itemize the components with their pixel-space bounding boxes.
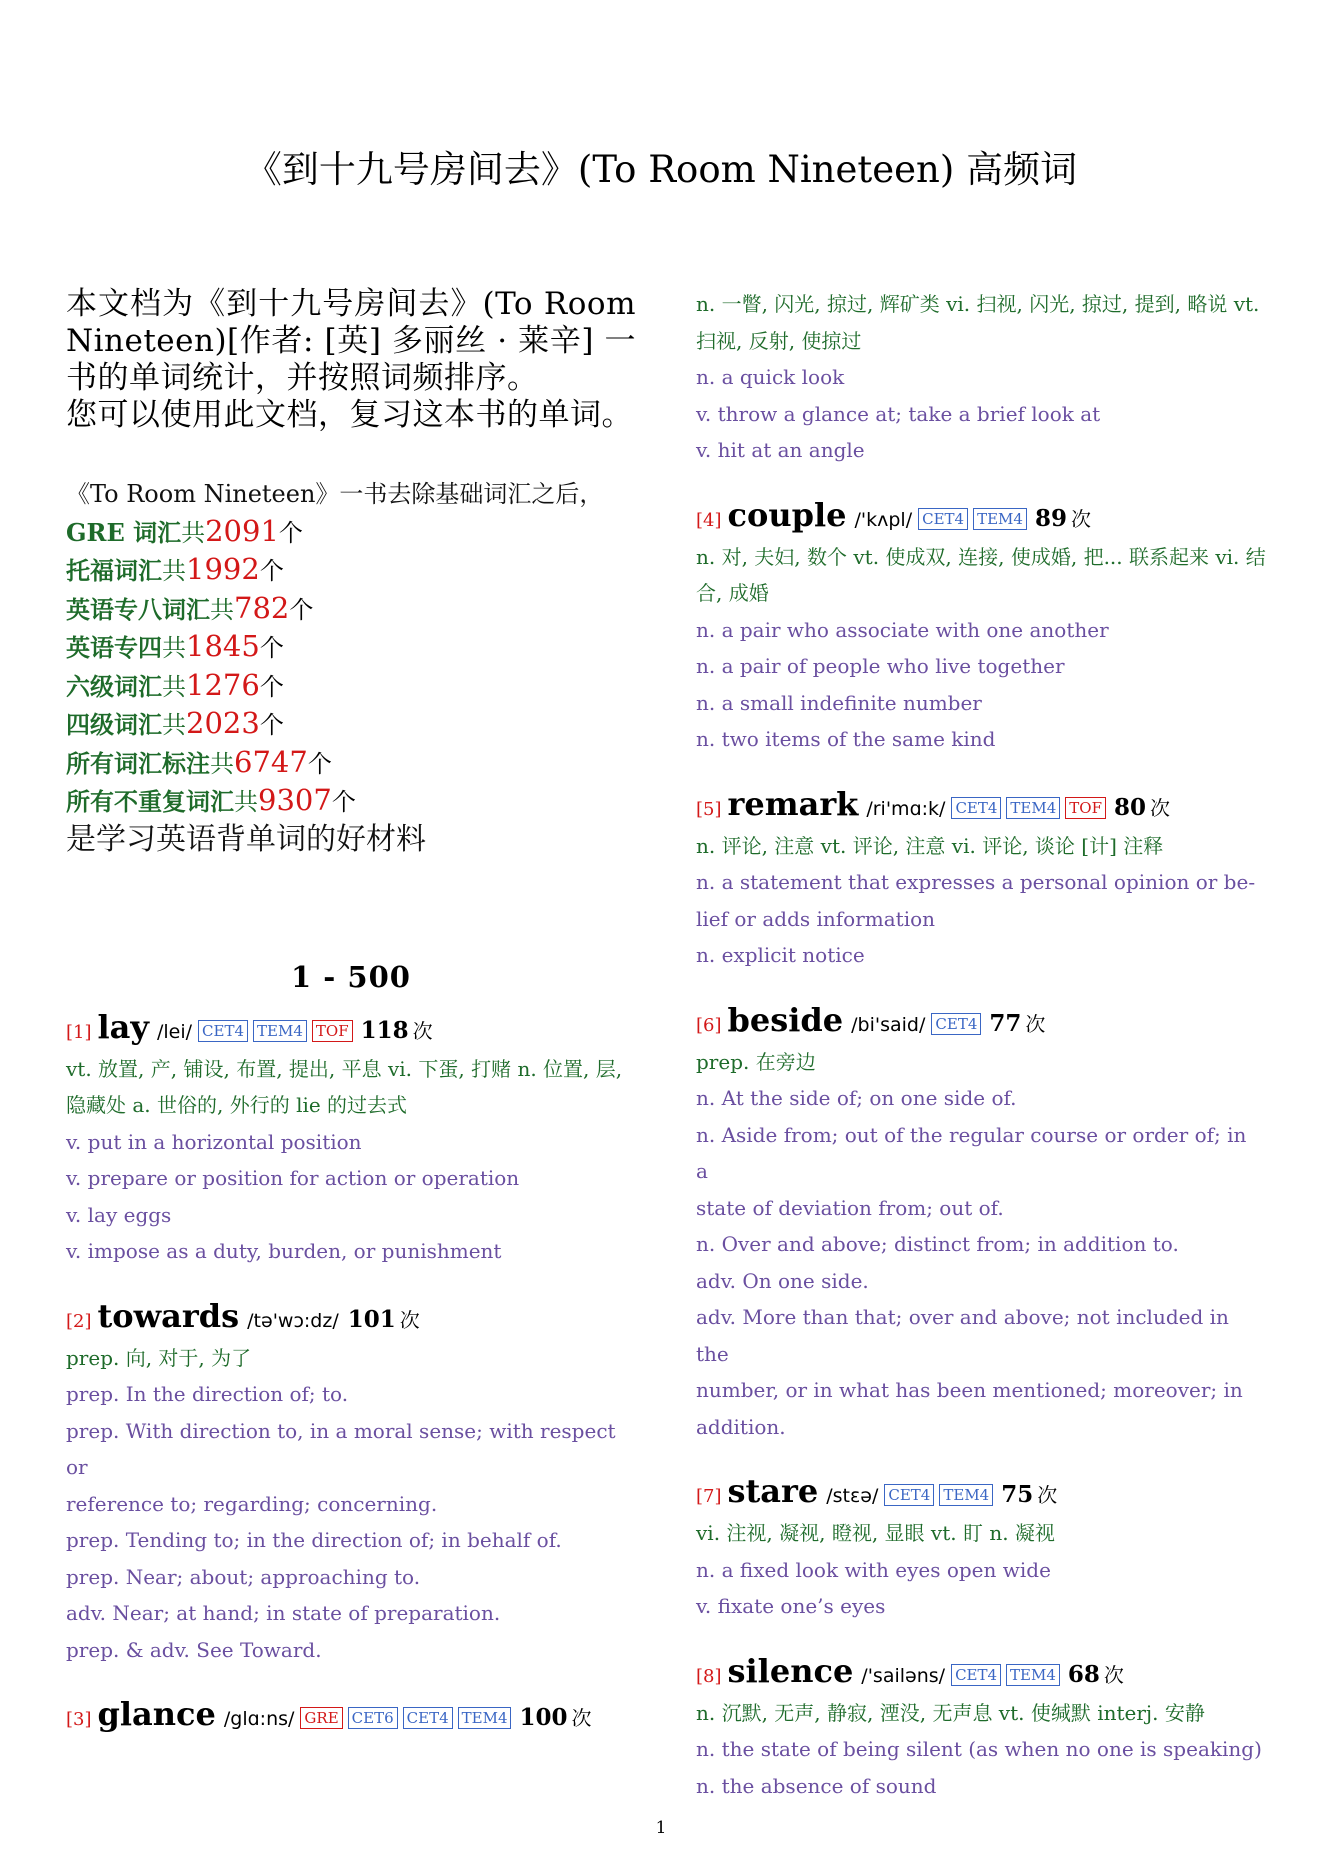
chinese-definition: vt. 放置, 产, 铺设, 布置, 提出, 平息 vi. 下蛋, 打赌 n. 位置, 层, 隐藏处 a. 世俗的, 外行的 lie 的过去式 <box>66 1056 623 1117</box>
word-entry <box>696 996 1268 1446</box>
entry-index: [3] <box>66 1709 92 1730</box>
word-entry <box>696 780 1268 974</box>
english-definition: n. a statement that expresses a personal opinion or be- <box>696 870 1256 894</box>
entry-phonetic: /'sailəns/ <box>861 1664 946 1687</box>
entry-times-unit: 次 <box>412 1018 433 1043</box>
entry-times-unit: 次 <box>399 1307 420 1332</box>
entry-times-unit: 次 <box>1103 1662 1124 1687</box>
intro-line-1: 本文档为《到十九号房间去》(To Room Nineteen)[作者: [英] 多丽丝 · 莱辛] 一书的单词统计，并按照词频排序。 <box>66 286 636 396</box>
english-definition: number, or in what has been mentioned; moreover; in <box>696 1378 1243 1402</box>
exam-tag-cet4: CET4 <box>918 508 968 530</box>
entry-index: [5] <box>696 798 722 820</box>
entry-word: couple <box>727 495 847 534</box>
left-column <box>66 286 636 1760</box>
stat-count: 782 <box>234 590 290 625</box>
entry-phonetic: /tə'wɔ:dz/ <box>247 1309 339 1332</box>
entry-word: silence <box>727 1651 854 1690</box>
entry-frequency: 77 <box>989 1009 1022 1037</box>
entry-word: lay <box>97 1007 149 1046</box>
exam-tag-cet4: CET4 <box>931 1013 981 1035</box>
entry-frequency: 101 <box>347 1305 396 1333</box>
stat-unit: 个 <box>307 749 332 778</box>
stat-category: 托福词汇 <box>66 556 162 585</box>
stat-row <box>66 705 636 744</box>
stat-gong: 共 <box>210 749 234 778</box>
stat-row <box>66 628 636 667</box>
entry-frequency: 100 <box>519 1704 568 1731</box>
stat-unit: 个 <box>259 711 284 739</box>
word-entry <box>696 491 1268 758</box>
exam-tag-gre: GRE <box>300 1707 342 1729</box>
entry-frequency: 75 <box>1001 1481 1034 1508</box>
chinese-definition: n. 评论, 注意 vt. 评论, 注意 vi. 评论, 谈论 [计] 注释 <box>696 833 1164 858</box>
stat-row <box>66 590 636 629</box>
chinese-definition: vi. 注视, 凝视, 瞪视, 显眼 vt. 盯 n. 凝视 <box>696 1521 1055 1545</box>
english-definition: state of deviation from; out of. <box>696 1195 1004 1220</box>
entry-index: [8] <box>696 1665 722 1687</box>
exam-tag-cet4: CET4 <box>951 797 1001 819</box>
english-definition: n. Over and above; distinct from; in addition to. <box>696 1232 1179 1256</box>
entry-phonetic: /ri'mɑ:k/ <box>866 797 946 820</box>
stat-unit: 个 <box>278 518 303 547</box>
exam-tag-tem4: TEM4 <box>253 1020 307 1042</box>
left-entries <box>66 1003 636 1739</box>
stat-category: 英语专八词汇 <box>66 594 210 624</box>
stat-unit: 个 <box>289 595 314 624</box>
entry-phonetic: /glɑ:ns/ <box>223 1708 295 1730</box>
stat-row <box>66 744 636 783</box>
entry-word: beside <box>727 1000 844 1039</box>
entry-phonetic: /bi'said/ <box>851 1013 926 1036</box>
stats-list <box>66 513 636 821</box>
stat-unit: 个 <box>259 634 284 662</box>
english-definition: the <box>696 1341 729 1366</box>
stat-count: 2023 <box>186 706 260 740</box>
exam-tag-cet6: CET6 <box>348 1707 398 1729</box>
english-definition: n. the state of being silent (as when no one is speaking) <box>696 1737 1262 1761</box>
stat-row <box>66 513 636 552</box>
word-entry <box>696 1467 1268 1625</box>
english-definition: v. hit at an angle <box>696 438 865 462</box>
entry-times-unit: 次 <box>1037 1483 1058 1507</box>
english-definition: v. put in a horizontal position <box>66 1129 362 1154</box>
entry-word: stare <box>727 1472 819 1510</box>
english-definition: v. throw a glance at; take a brief look at <box>696 401 1101 426</box>
exam-tag-tem4: TEM4 <box>1006 797 1060 819</box>
english-definition: n. the absence of sound <box>696 1773 937 1798</box>
exam-tag-cet4: CET4 <box>403 1707 453 1729</box>
stat-count: 1845 <box>186 629 260 663</box>
stat-unit: 个 <box>259 672 284 701</box>
entry-word: glance <box>97 1695 216 1733</box>
english-definition: prep. In the direction of; to. <box>66 1382 349 1406</box>
entry-headline <box>66 1292 636 1340</box>
stat-gong: 共 <box>162 557 186 585</box>
stat-category: 所有不重复词汇 <box>66 787 234 816</box>
stat-row <box>66 782 636 821</box>
english-definition: v. prepare or position for action or operation <box>66 1166 520 1190</box>
english-definition: prep. & adv. See Toward. <box>66 1637 322 1662</box>
entry-times-unit: 次 <box>571 1706 592 1730</box>
stat-category: GRE 词汇 <box>66 517 182 547</box>
stats-closing: 是学习英语背单词的好材料 <box>66 821 426 857</box>
english-definition: a <box>696 1159 708 1183</box>
entry-times-unit: 次 <box>1070 506 1091 531</box>
entry-phonetic: /stɛə/ <box>826 1485 879 1507</box>
english-definition: v. impose as a duty, burden, or punishment <box>66 1239 502 1263</box>
exam-tag-cet4: CET4 <box>951 1664 1001 1686</box>
intro-paragraph <box>66 286 636 434</box>
vocab-stats <box>66 476 636 859</box>
entry-index: [4] <box>696 509 722 531</box>
word-entry <box>66 1003 636 1270</box>
intro-line-2: 您可以使用此文档，复习这本书的单词。 <box>66 397 633 433</box>
entry-phonetic: /'kʌpl/ <box>854 508 913 531</box>
english-definition: n. a pair who associate with one another <box>696 617 1109 642</box>
stat-unit: 个 <box>331 788 356 816</box>
exam-tag-tof: TOF <box>1065 797 1106 819</box>
stat-gong: 共 <box>162 672 186 701</box>
entry-times-unit: 次 <box>1150 795 1171 820</box>
entry-index: [7] <box>696 1486 722 1507</box>
entry-headline <box>696 1467 1268 1515</box>
chinese-definition: prep. 在旁边 <box>696 1049 816 1074</box>
english-definition: adv. On one side. <box>696 1268 869 1293</box>
entry-headline <box>696 1647 1268 1695</box>
stat-count: 9307 <box>258 783 332 817</box>
stats-lead: 《To Room Nineteen》一书去除基础词汇之后， <box>66 480 604 508</box>
entry-times-unit: 次 <box>1025 1011 1046 1036</box>
right-entries <box>696 286 1268 1804</box>
stat-category: 六级词汇 <box>66 671 162 701</box>
stat-category: 四级词汇 <box>66 710 162 739</box>
page-title: 《到十九号房间去》(To Room Nineteen) 高频词 <box>244 148 1078 191</box>
english-definition: n. two items of the same kind <box>696 727 996 751</box>
entry-headline <box>66 1690 636 1738</box>
right-column <box>696 286 1268 1826</box>
english-definition: n. At the side of; on one side of. <box>696 1086 1017 1110</box>
word-entry <box>696 286 1268 469</box>
chinese-definition: n. 一瞥, 闪光, 掠过, 辉矿类 vi. 扫视, 闪光, 掠过, 提到, 略说 vt. 扫视, 反射, 使掠过 <box>696 292 1260 353</box>
entry-frequency: 80 <box>1114 793 1147 821</box>
english-definition: lief or adds information <box>696 906 936 931</box>
stat-unit: 个 <box>259 557 284 585</box>
word-entry <box>696 1647 1268 1805</box>
stat-gong: 共 <box>162 711 186 739</box>
exam-tag-cet4: CET4 <box>198 1020 248 1042</box>
exam-tag-tof: TOF <box>312 1020 353 1042</box>
english-definition: adv. Near; at hand; in state of preparation. <box>66 1601 501 1625</box>
chinese-definition: prep. 向, 对于, 为了 <box>66 1345 252 1370</box>
word-entry <box>66 1292 636 1669</box>
english-definition: prep. Tending to; in the direction of; in behalf of. <box>66 1528 562 1552</box>
english-definition: adv. More than that; over and above; not included in <box>696 1305 1229 1329</box>
english-definition: prep. Near; about; approaching to. <box>66 1564 421 1589</box>
chinese-definition: n. 对, 夫妇, 数个 vt. 使成双, 连接, 使成婚, 把... 联系起来 vi. 结合, 成婚 <box>696 544 1266 605</box>
stat-category: 所有词汇标注 <box>66 748 210 778</box>
entry-index: [6] <box>696 1014 722 1036</box>
entry-index: [2] <box>66 1310 92 1332</box>
exam-tag-tem4: TEM4 <box>1006 1664 1060 1686</box>
entry-headline <box>696 996 1268 1044</box>
exam-tag-cet4: CET4 <box>884 1484 934 1506</box>
page-number: 1 <box>655 1818 667 1838</box>
english-definition: n. explicit notice <box>696 943 865 967</box>
stat-count: 1992 <box>186 552 260 586</box>
stat-gong: 共 <box>234 788 258 816</box>
english-definition: n. a quick look <box>696 365 845 389</box>
stat-row <box>66 667 636 706</box>
stat-gong: 共 <box>162 634 186 662</box>
entry-frequency: 89 <box>1034 504 1067 532</box>
exam-tag-tem4: TEM4 <box>458 1707 512 1729</box>
stat-gong: 共 <box>210 595 234 624</box>
english-definition: addition. <box>696 1414 786 1439</box>
stat-gong: 共 <box>181 518 206 547</box>
range-heading: 1 - 500 <box>291 959 411 994</box>
exam-tag-tem4: TEM4 <box>939 1484 993 1506</box>
entry-headline <box>66 1003 636 1051</box>
entry-word: remark <box>727 784 859 823</box>
english-definition: n. a pair of people who live together <box>696 654 1065 678</box>
entry-frequency: 118 <box>360 1016 409 1044</box>
english-definition: v. lay eggs <box>66 1202 172 1227</box>
entry-frequency: 68 <box>1067 1660 1100 1688</box>
word-entry <box>66 1690 636 1738</box>
stat-count: 2091 <box>205 513 279 548</box>
entry-headline <box>696 491 1268 539</box>
stat-count: 1276 <box>186 667 260 702</box>
chinese-definition: n. 沉默, 无声, 静寂, 湮没, 无声息 vt. 使缄默 interj. 安静 <box>696 1700 1205 1725</box>
english-definition: n. a small indefinite number <box>696 690 982 715</box>
entry-index: [1] <box>66 1021 92 1043</box>
stat-category: 英语专四 <box>66 633 162 662</box>
entry-word: towards <box>97 1296 240 1335</box>
english-definition: n. a fixed look with eyes open wide <box>696 1557 1051 1582</box>
exam-tag-tem4: TEM4 <box>973 508 1027 530</box>
stat-row <box>66 551 636 590</box>
entry-phonetic: /lei/ <box>156 1020 193 1043</box>
english-definition: prep. With direction to, in a moral sense; with respect or <box>66 1418 616 1479</box>
english-definition: reference to; regarding; concerning. <box>66 1491 438 1516</box>
entry-headline <box>696 780 1268 828</box>
stat-count: 6747 <box>234 744 308 779</box>
english-definition: v. fixate one’s eyes <box>696 1594 886 1618</box>
english-definition: n. Aside from; out of the regular course or order of; in <box>696 1122 1247 1147</box>
